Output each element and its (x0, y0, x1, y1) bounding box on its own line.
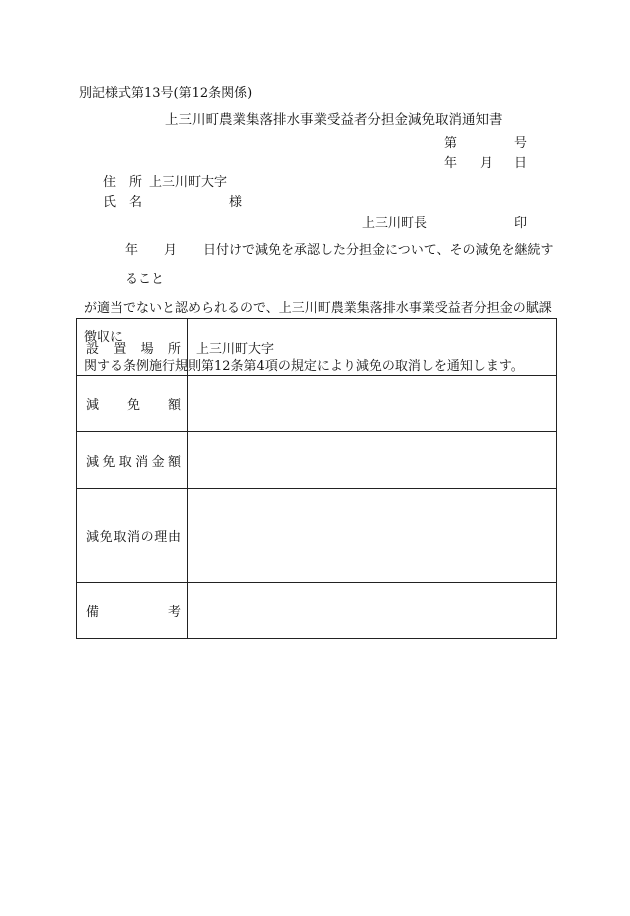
label-cancel-reason-text (86, 526, 181, 545)
form-number: 別記様式第13号(第12条関係) (79, 86, 253, 101)
label-char: 金 (151, 454, 165, 470)
label-char: 備 (86, 605, 100, 620)
date-day: 日 (514, 156, 528, 171)
label-char: 減 (86, 454, 100, 470)
row-cancel-reason (77, 489, 557, 583)
row-location (77, 319, 557, 376)
label-char: 額 (167, 454, 181, 470)
label-char: 所 (167, 341, 181, 357)
label-remarks-text (86, 601, 181, 620)
label-char: 減 (86, 398, 100, 413)
date-month: 月 (480, 156, 494, 171)
body-month: 月 (164, 243, 178, 258)
label-char: 免 (102, 454, 116, 470)
row-cancel-amount (77, 432, 557, 489)
body-line-1 (80, 236, 560, 294)
label-reduction-amount-text (86, 394, 181, 413)
body-line-2: が適当でないと認められるので、上三川町農業集落排水事業受益者分担金の賦課徴収に (84, 301, 552, 345)
label-reduction-amount (77, 376, 188, 432)
name-label: 氏名 (103, 195, 156, 210)
label-char: 免 (126, 398, 140, 413)
label-location-text (86, 338, 181, 357)
label-char: 額 (167, 398, 181, 413)
label-char: 取 (113, 530, 127, 545)
honorific: 様 (229, 195, 243, 210)
label-char: 考 (167, 605, 181, 620)
label-char: の (140, 530, 154, 545)
row-reduction-amount (77, 376, 557, 432)
number-suffix: 号 (514, 136, 528, 151)
label-char: 消 (135, 454, 149, 470)
date-year: 年 (444, 156, 458, 171)
label-char: 減 (86, 530, 100, 545)
label-char: 理 (154, 530, 168, 545)
label-char: 由 (167, 530, 181, 545)
body-year: 年 (125, 243, 139, 258)
seal-mark: 印 (514, 216, 528, 231)
value-reduction-amount (188, 376, 557, 432)
label-char: 取 (118, 454, 132, 470)
value-cancel-amount (188, 432, 557, 489)
value-remarks (188, 583, 557, 639)
label-cancel-amount-text (86, 451, 181, 470)
issuer-mayor: 上三川町長 (362, 216, 428, 231)
details-table (76, 318, 557, 639)
document-title: 上三川町農業集落排水事業受益者分担金減免取消通知書 (165, 112, 503, 128)
label-char: 場 (140, 341, 154, 357)
body-line-3: 関する条例施行規則第12条第4項の規定により減免の取消しを通知します。 (84, 359, 524, 374)
label-char: 免 (99, 530, 113, 545)
body-line-1-text: 日付けで減免を承認した分担金について、その減免を継続すること (125, 243, 554, 287)
address-label: 住所 (103, 175, 156, 190)
label-location (77, 319, 188, 376)
number-prefix: 第 (444, 136, 458, 151)
label-cancel-amount (77, 432, 188, 489)
row-remarks (77, 583, 557, 639)
value-location: 上三川町大字 (188, 319, 557, 376)
label-cancel-reason (77, 489, 188, 583)
label-char: 消 (126, 530, 140, 545)
address-value: 上三川町大字 (149, 175, 228, 190)
label-remarks (77, 583, 188, 639)
label-char: 設 (86, 341, 100, 357)
label-char: 置 (113, 341, 127, 357)
value-cancel-reason (188, 489, 557, 583)
